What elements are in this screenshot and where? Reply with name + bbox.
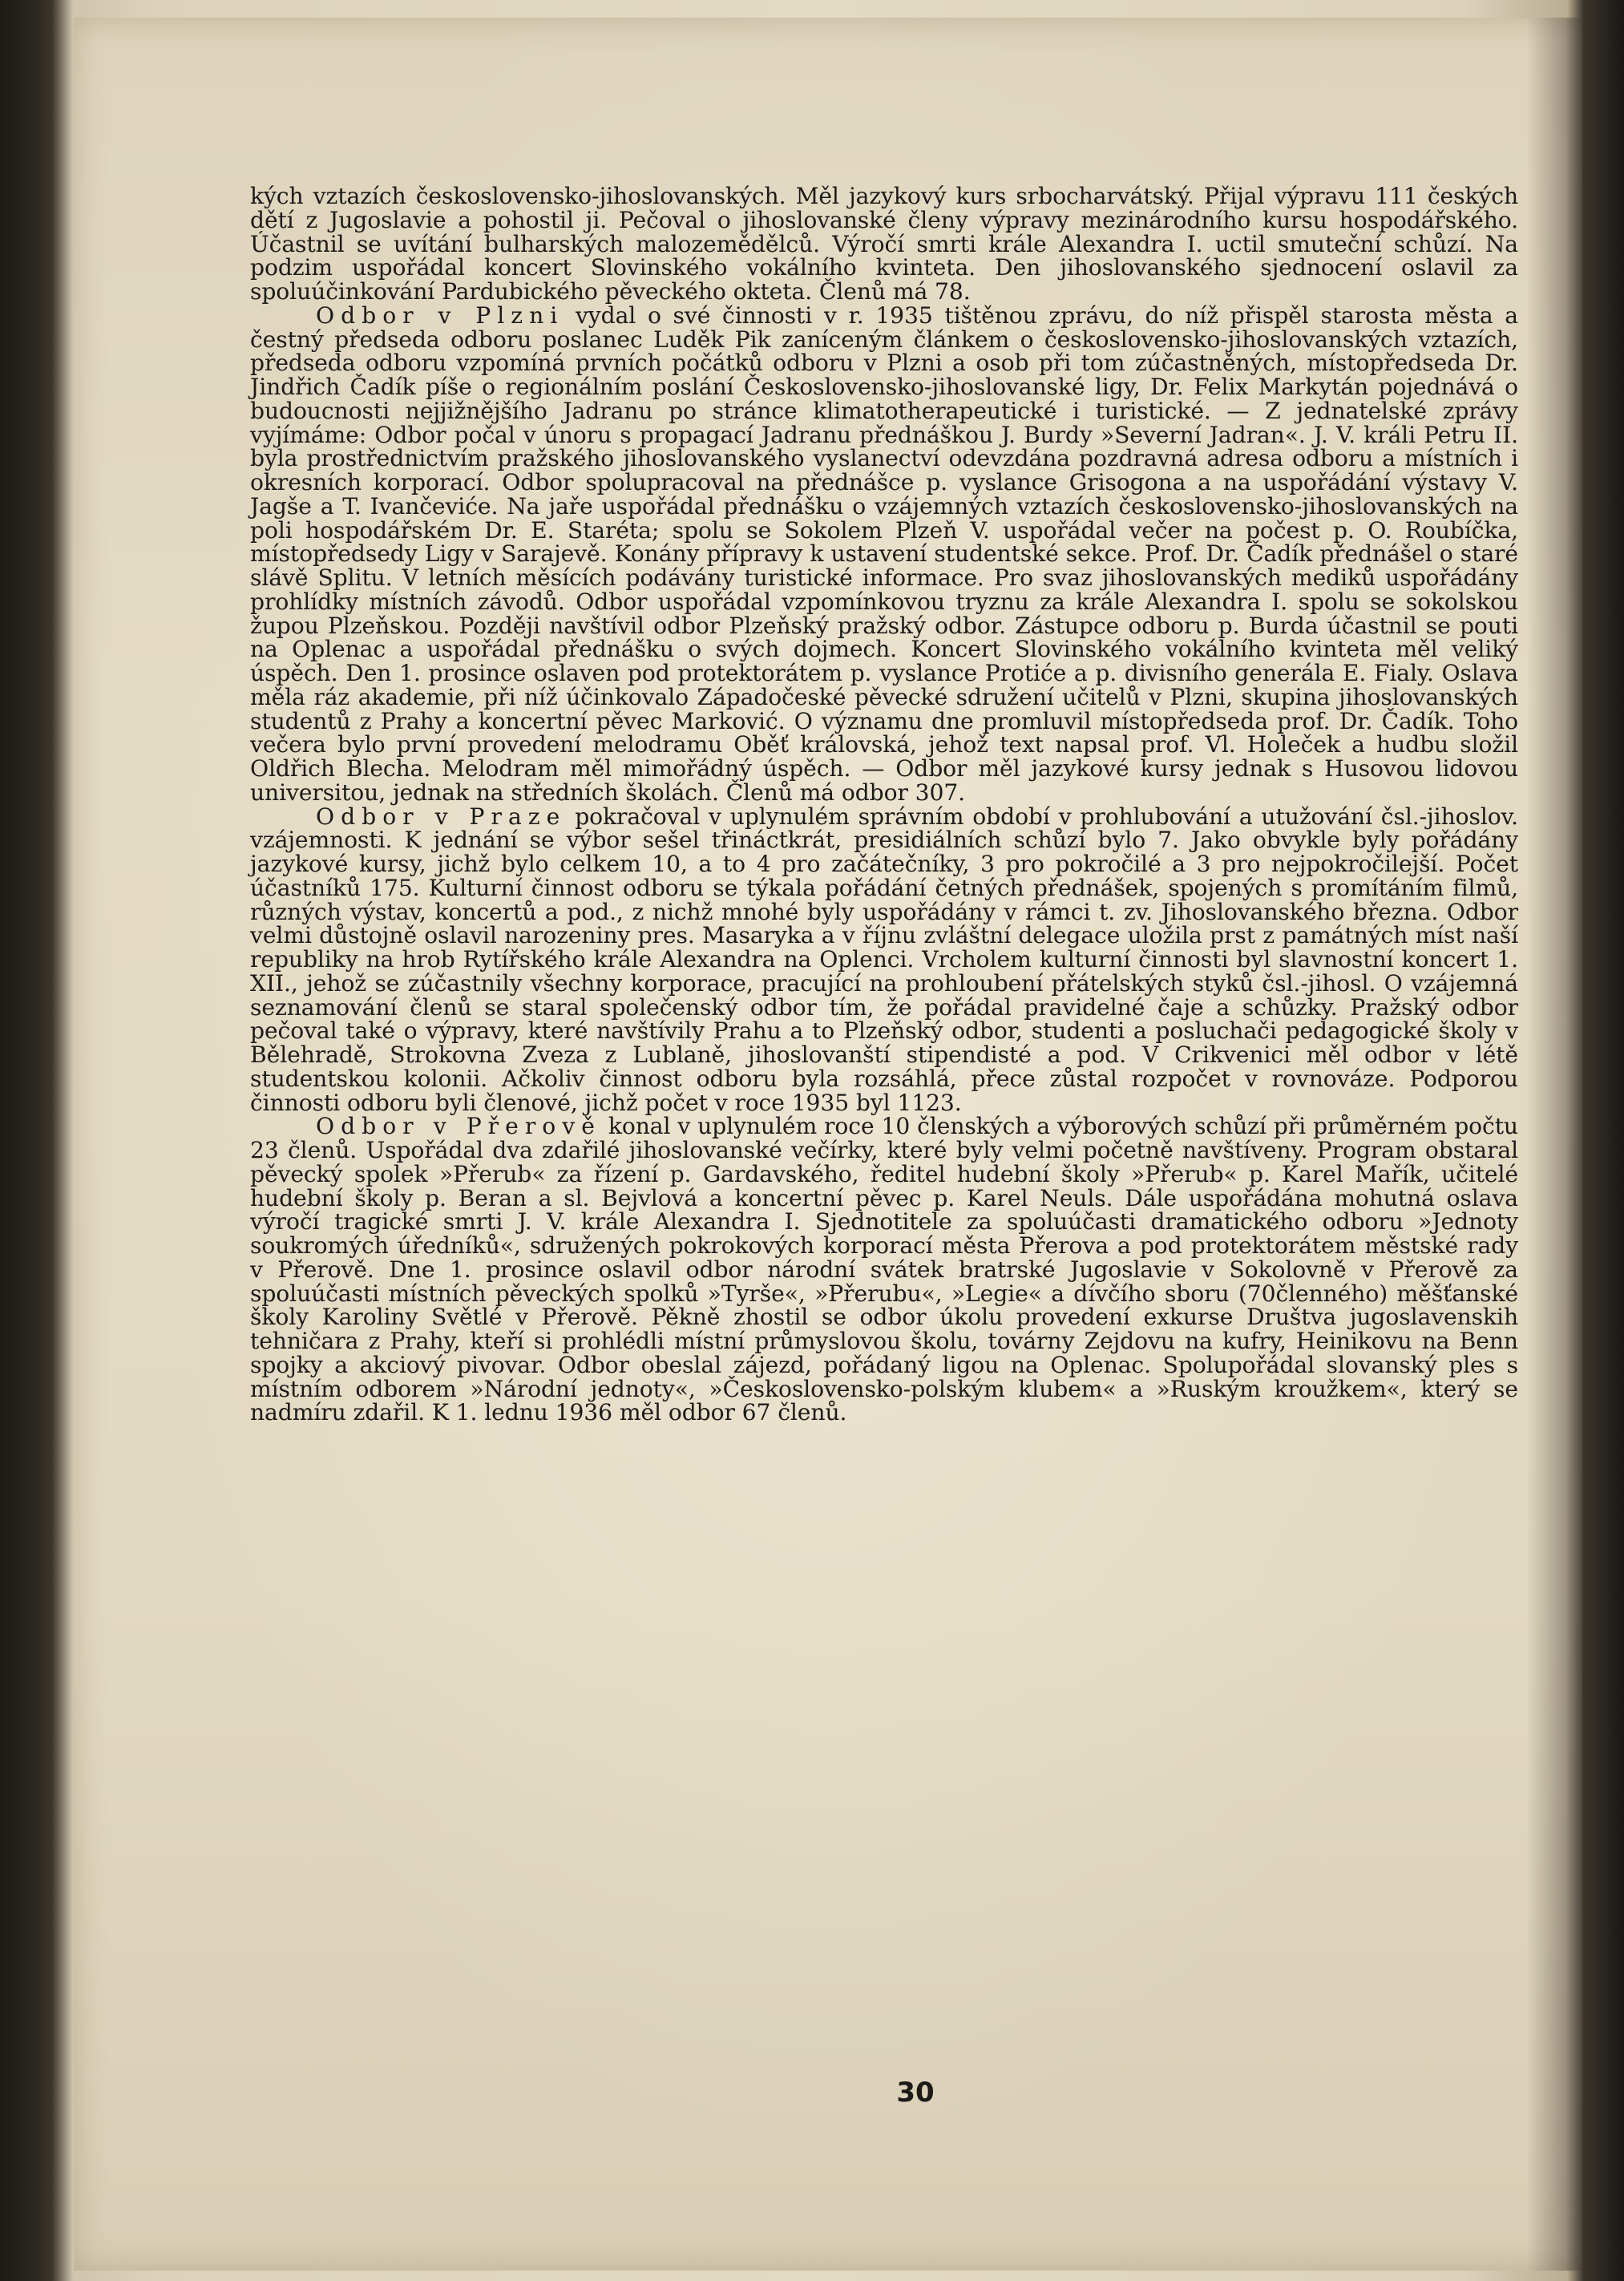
paragraph-text: pokračoval v uplynulém správním období v prohlubování a utužování čsl.-jihoslov. vzájemnosti. K jednání se výbor sešel třináctkrát, presidiálních schůzí bylo 7. Jako obvykle byly pořádány jazykové kursy, jichž bylo celkem 10, a to 4 pro začátečníky, 3 pro pokročilé a 3 pro nejpokročilejší. Počet účastníků 175. Kulturní činnost odboru se týkala pořádání četných přednášek, spojených s promítáním filmů, různých výstav, koncertů a pod., z nichž mnohé byly uspořádány v rámci t. zv. Jihoslovanského března. Odbor velmi důstojně oslavil narozeniny pres. Masaryka a v říjnu zvláštní delegace uložila prst z památných míst naší republiky na hrob Rytířského krále Alexandra na Oplenci. Vrcholem kulturní činnosti byl slavnostní koncert 1. XII., jehož se zúčastnily všechny korporace, pracující na prohloubení přátelských styků čsl.-jihosl. O vzájemná seznamování členů se staral společenský odbor tím, že pořádal pravidelné čaje a schůzky. Pražský odbor pečoval také o výpravy, které navštívily Prahu a to Plzeňský odbor, studenti a posluchači pedagogické školy v Bělehradě, Strokovna Zveza z Lublaně, jihoslovanští stipendisté a pod. V Crikvenici měl odbor v létě studentskou kolonii. Ačkoliv činnost odboru byla rozsáhlá, přece zůstal rozpočet v rovnováze. Podporou činnosti odboru byli členové, jichž počet v roce 1935 byl 1123. xyxy=(250,803,1519,1116)
paragraph-plzen xyxy=(250,301,1518,806)
paragraph-text: konal v uplynulém roce 10 členských a výborových schůzí při průměrném počtu 23 členů. Uspořádal dva zdařilé jihoslovanské večírky, které byly velmi početně navštíveny. Program obstaral pěvecký spolek »Přerub« za řízení p. Gardavského, ředitel hudební školy »Přerub« p. Karel Mařík, učitelé hudební školy p. Beran a sl. Bejvlová a koncertní pěvec p. Karel Neuls. Dále uspořádána mohutná oslava výročí tragické smrti J. V. krále Alexandra I. Sjednotitele za spoluúčasti dramatického odboru »Jednoty soukromých úředníků«, sdružených pokrokových korporací města Přerova a pod protektorátem městské rady v Přerově. Dne 1. prosince oslavil odbor národní svátek bratrské Jugoslavie v Sokolovně v Přerově za spoluúčasti místních pěveckých spolků »Tyrše«, »Přerubu«, »Legie« a dívčího sboru (70členného) měšťanské školy Karoliny Světlé v Přerově. Pěkně zhostil se odbor úkolu provedení exkurse Društva jugoslavenskih tehničara z Prahy, kteří si prohlédli místní průmyslovou školu, továrny Zejdovu na kufry, Heinikovu na Benn spojky a akciový pivovar. Odbor obeslal zájezd, pořádaný ligou na Oplenac. Spolupořádal slovanský ples s místním odborem »Národní jednoty«, »Československo-polským klubem« a »Ruským kroužkem«, který se nadmíru zdařil. K 1. lednu 1936 měl odbor 67 členů. xyxy=(250,1113,1518,1426)
paragraph-lead: Odbor v Praze xyxy=(316,803,567,830)
paragraph-continuation xyxy=(250,184,1518,304)
paragraph-prerov xyxy=(250,1114,1518,1425)
paragraph-lead: Odbor v Přerově xyxy=(316,1113,601,1140)
page-number: 30 xyxy=(896,2077,935,2109)
paragraph-text: kých vztazích československo-jihoslovanských. Měl jazykový kurs srbocharvátský. Přijal výpravu 111 českých dětí z Jugoslavie a pohostil ji. Pečoval o jihoslovanské členy výpravy mezinárodního kursu hospodářského. Účastnil se uvítání bulharských malozemědělců. Výročí smrti krále Alexandra I. uctil smuteční schůzí. Na podzim uspořádal koncert Slovinského vokálního kvinteta. Den jihoslovanského sjednocení oslavil za spoluúčinkování Pardubického pěveckého okteta. Členů má 78. xyxy=(250,183,1518,305)
spine-shadow xyxy=(1526,18,1582,2271)
paragraph-text: vydal o své činnosti v r. 1935 tištěnou zprávu, do níž přispěl starosta města a čestný předseda odboru poslanec Luděk Pik zaníceným článkem o československo-jihoslovanských vztazích, předseda odboru vzpomíná prvních počátků odboru v Plzni a osob při tom zúčastněných, místopředseda Dr. Jindřich Čadík píše o regionálním poslání Československo-jihoslovanské ligy, Dr. Felix Markytán pojednává o budoucnosti nejjižnějšího Jadranu po stránce klimatotherapeutické i turistické. — Z jednatelské zprávy vyjímáme: Odbor počal v únoru s propagací Jadranu přednáškou J. Burdy »Severní Jadran«. J. V. králi Petru II. byla prostřednictvím pražského jihoslovanského vyslanectví odevzdána pozdravná adresa odboru a místních i okresních korporací. Odbor spolupracoval na přednášce p. vyslance Grisogona a na uspořádání výstavy V. Jagše a T. Ivančeviće. Na jaře uspořádal přednášku o vzájemných vztazích československo-jihoslovanských na poli hospodářském Dr. E. Staréta; spolu se Sokolem Plzeň V. uspořádal večer na počest p. O. Roubíčka, místopředsedy Ligy v Sarajevě. Konány přípravy k ustavení studentské sekce. Prof. Dr. Čadík přednášel o staré slávě Splitu. V letních měsících podávány turistické informace. Pro svaz jihoslovanských mediků uspořádány prohlídky místních závodů. Odbor uspořádal vzpomínkovou tryznu za krále Alexandra I. spolu se sokolskou župou Plzeňskou. Později navštívil odbor Plzeňský pražský odbor. Zástupce odboru p. Burda účastnil se pouti na Oplenac a uspořádal přednášku o svých dojmech. Koncert Slovinského vokálního kvinteta měl veliký úspěch. Den 1. prosince oslaven pod protektorátem p. vyslance Protiće a p. divisního generála E. Fialy. Oslava měla ráz akademie, při níž účinkovalo Západočeské pěvecké sdružení učitelů v Plzni, skupina jihoslovanských studentů z Prahy a koncertní pěvec Marković. O významu dne promluvil místopředseda prof. Dr. Čadík. Toho večera bylo první provedení melodramu Oběť královská, jehož text napsal prof. Vl. Holeček a hudbu složil Oldřich Blecha. Melodram měl mimořádný úspěch. — Odbor měl jazykové kursy jednak s Husovou lidovou universitou, jednak na středních školách. Členů má odbor 307. xyxy=(250,301,1518,806)
book-page xyxy=(74,18,1582,2271)
text-body xyxy=(250,184,1518,1425)
paragraph-lead: Odbor v Plzni xyxy=(316,301,564,329)
paragraph-praha xyxy=(250,805,1518,1115)
